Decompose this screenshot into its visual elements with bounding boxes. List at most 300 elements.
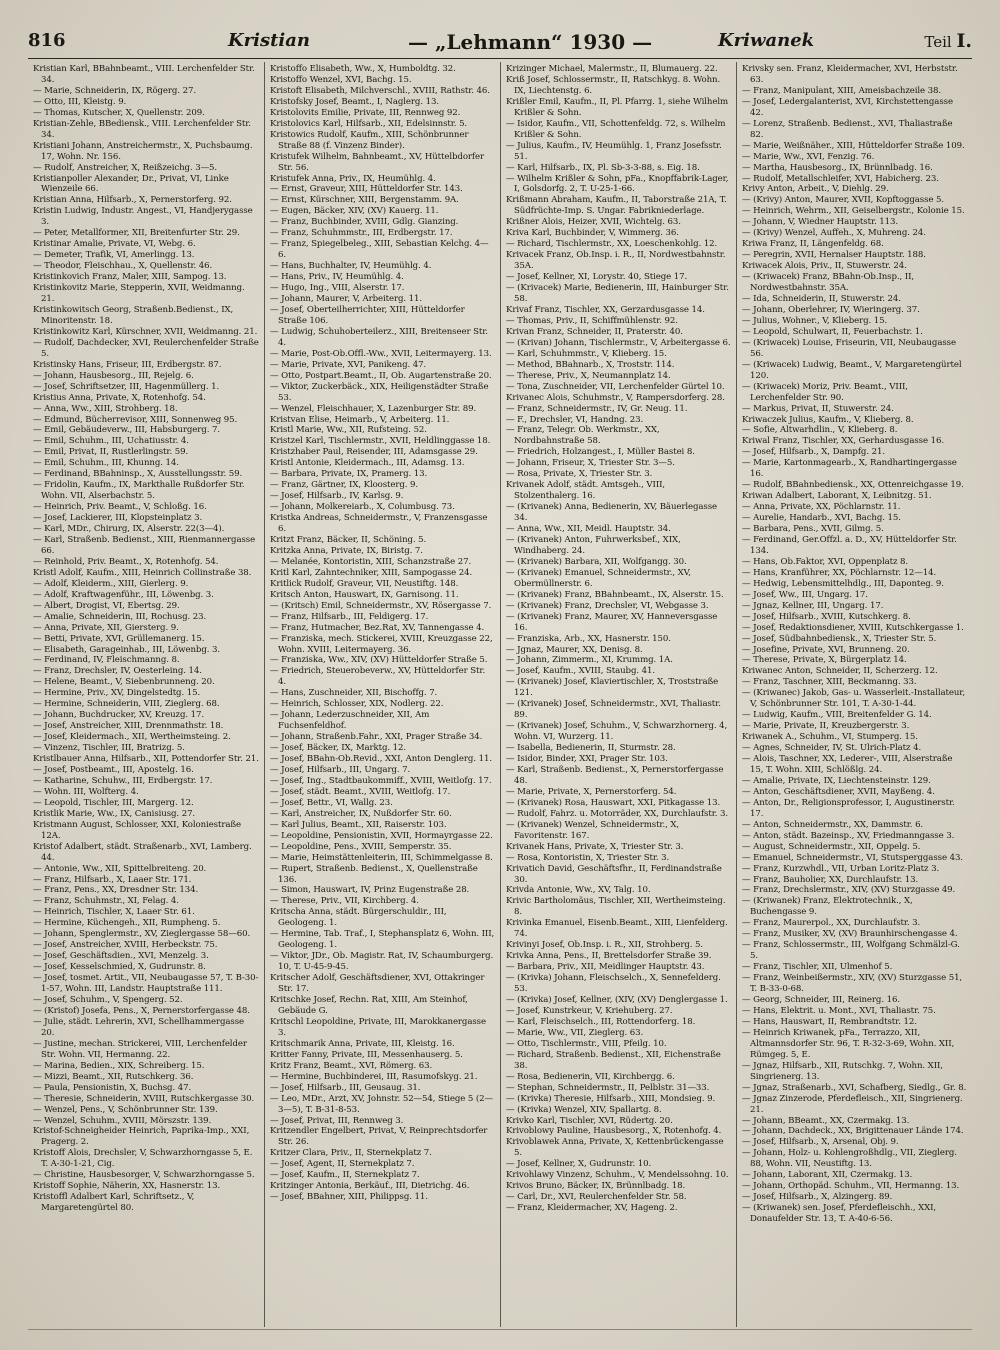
directory-entry: — (Kriwanek) sen. Josef, Pferdefleischh., XXI, Donaufelder Str. 13, T. A-40-6-56. (742, 1203, 937, 1225)
directory-entry: — Josef, Hilfsarb., IV, Karlsg. 9. (270, 491, 404, 502)
directory-entry: — Franz, Weinbeißermstr., XIV, (XV) Sturzgasse 51, T. B-33-0-68. (742, 973, 963, 995)
directory-entry: — Johann, Buchdrucker, XV, Kreuzg. 17. (33, 710, 205, 721)
directory-entry: — Karl, MDr., Chirurg, IX, Alserstr. 22(3—4). (33, 524, 225, 535)
directory-entry: Kritschl Leopoldine, Private, III, Marokkanergasse 3. (270, 1016, 486, 1038)
directory-entry: Kristlbauer Anna, Hilfsarb., XII, Pottendorfer Str. 21. (33, 754, 259, 765)
directory-entry: — Hans, Elektrit. u. Mont., XVI, Thaliastr. 75. (742, 1005, 936, 1016)
directory-entry: — Marie, Weißnäher., XIII, Hütteldorfer Straße 109. (742, 140, 965, 151)
directory-entry: — Karl, Straßenb. Bedienst., X, Pernerstorfergasse 48. (506, 765, 724, 786)
directory-entry: — Hans, Hauswart, II, Rembrandtstr. 12. (742, 1016, 917, 1027)
directory-entry: Kritter Fanny, Private, III, Messenhauserg. 5. (270, 1049, 463, 1060)
directory-entry: — Johann, Laborant, XII, Czermakg. 13. (742, 1170, 913, 1181)
directory-entry: Kristlik Marie, Ww., IX, Canisiusg. 27. (33, 808, 196, 819)
directory-entry: — Marie, Heimstättenleiterin, III, Schimmelgasse 8. (270, 852, 493, 863)
directory-entry: — Josef, Geschäftsdien., XVI, Menzelg. 3. (33, 951, 209, 962)
directory-entry: — Georg, Schneider, III, Reinerg. 16. (742, 995, 900, 1006)
directory-entry: — Albert, Drogist, VI, Ebertsg. 29. (33, 600, 180, 611)
directory-entry: — Franz, Bauholier, XX, Durchlaufstr. 13. (742, 874, 919, 885)
directory-entry: Krivinka Emanuel, Eisenb.Beamt., XIII, Lienfelderg. 74. (506, 918, 728, 940)
directory-entry: — Ludwig, Schuhoberteilerz., XIII, Breitenseer Str. 4. (270, 326, 488, 348)
directory-entry: — (Krivka) Theresie, Hilfsarb., XIII, Mondsieg. 9. (506, 1093, 716, 1104)
directory-entry: — Emil, Schuhm., III, Khunng. 14. (33, 458, 179, 469)
directory-entry: — Josef, Hilfsarb., III, Geusaug. 31. (270, 1082, 421, 1093)
directory-entry: — (Krivanek) Barbara, XII, Wolfgangg. 30. (506, 556, 687, 567)
directory-entry: — Method, BBahnarb., X, Troststr. 114. (506, 359, 675, 370)
directory-entry: — Wenzel, Schuhm., XVIII, Mörszstr. 139. (33, 1115, 212, 1126)
directory-entry: — (Krivanek) Franz, Drechsler, VI, Webgasse 3. (506, 600, 709, 611)
directory-entry: — Adolf, Kraftwagenführ., III, Löwenbg. 3. (33, 589, 214, 600)
directory-entry: Kristianpoller Alexander, Dr., Privat, VI, Linke Wienzeile 66. (33, 173, 229, 195)
directory-entry: — Friedrich, Steuerobeverw., XV, Hütteldorfer Str. 4. (270, 666, 486, 688)
directory-entry: — Stephan, Schneidermstr., II, Pelblstr. 31—33. (506, 1082, 710, 1093)
directory-entry: Kristian-Zehle, BBediensk., VIII. Lerchenfelder Str. 34. (33, 118, 251, 140)
directory-entry: — Josef, Postbeamt., III, Apostelg. 16. (33, 765, 194, 775)
directory-entry: — (Krivanek) Anton, Fuhrwerksbef., XIX, Windhaberg. 24. (506, 534, 681, 556)
directory-entry: Krivanek Hans, Private, X, Triester Str. 3. (506, 841, 684, 852)
directory-entry: — Marie, Private, XVI, Panikeng. 47. (270, 359, 427, 370)
directory-entry: — (Krivanek) Wenzel, Schneidermstr., X, Favoritenstr. 167. (506, 819, 680, 841)
directory-entry: — Johann, Maurer, V, Arbeiterg. 11. (270, 294, 423, 305)
directory-entry: — Barbara, Priv., XII, Meidlinger Hauptstr. 43. (506, 962, 705, 973)
directory-entry: — Josef, Kaufm., XVIII, Staubg. 41. (506, 666, 655, 677)
directory-entry: — Josef, tosmet. Artit., VII, Neubaugasse 57, T. B-30-1-57, Wohn. III, Landstr. Hauptstraße 111. (33, 973, 259, 995)
directory-entry: Kristinkovich Franz, Maler, XIII, Sampog. 13. (33, 272, 227, 283)
directory-entry: — Ferdinand, IV, Fleischmanng. 8. (33, 655, 180, 666)
directory-entry: Kristian Anna, Hilfsarb., X, Pernerstorferg. 92. (33, 195, 232, 206)
directory-entry: Krivanek Adolf, städt. Amtsgeh., VIII, Stolzenthalerg. 16. (506, 480, 666, 502)
directory-entry: — Hermine, Priv., XV, Dingelstedtg. 15. (33, 688, 201, 699)
directory-entry: Kristowics Rudolf, Kaufm., XIII, Schönbrunner Straße 88 (f. Vinzenz Binder). (270, 129, 469, 151)
directory-entry: — Jgnaz, Kellner, III, Ungarg. 17. (742, 600, 884, 611)
directory-entry: — Franz, Hilfsarb., X, Laaer Str. 171. (33, 874, 192, 885)
directory-entry: Kristufek Anna, Priv., IX, Heumühlg. 4. (270, 173, 436, 184)
part-number: I. (956, 30, 972, 52)
directory-entry: — Rudolf, Metallschleifer, XVI, Habicherg. 23. (742, 173, 939, 184)
directory-entry: Kristoffo Elisabeth, Ww., X, Humboldtg. 32. (270, 64, 456, 74)
directory-entry: — (Krivy) Wenzel, Auffeh., X, Muhreng. 24. (742, 228, 926, 239)
directory-entry: — Josef, Kunstrkeur, V, Kriehuberg. 27. (506, 1005, 673, 1016)
directory-entry: — Peter, Metallformer, XII, Breitenfurter Str. 29. (33, 228, 240, 239)
directory-entry: — Franz, Kurzwhdl., VII, Urban Loritz-Platz 3. (742, 863, 940, 874)
directory-entry: — Anna, Ww., XII, Meidl. Hauptstr. 34. (506, 524, 671, 535)
directory-entry: — Jgnaz Zinzerode, Pferdefleisch., XII, Singrienerg. 21. (742, 1093, 963, 1115)
directory-entry: — Heinrich, Priv. Beamt., V, Schloßg. 16. (33, 502, 207, 513)
directory-entry: Kriß Josef, Schlossermstr., II, Ratschkyg. 8. Wohn. IX, Liechtenstg. 6. (506, 74, 721, 96)
directory-entry: — Josef, Hilfsarb., X, Dampfg. 21. (742, 447, 885, 458)
directory-entry: — Karl, Hilfsarb., IX, Pl. Sb-3-3-88, s. Eig. 18. (506, 162, 700, 173)
directory-entry: Krivaf Franz, Tischler, XX, Gerzardusgasse 14. (506, 304, 705, 315)
directory-entry: — Ernst, Kürschner, XIII, Bergenstamm. 9A. (270, 195, 459, 206)
directory-entry: — Anna, Private, XX, Pöchlarnstr. 11. (742, 502, 901, 513)
directory-entry: — Franz, Tischler, XII, Ulmenhof 5. (742, 962, 893, 973)
directory-entry: — Otto, Tischlermstr., VIII, Pfeilg. 10. (506, 1038, 667, 1049)
directory-entry: — (Krivy) Anton, Maurer, XVII, Kopftoggasse 5. (742, 195, 945, 206)
directory-entry: — Vinzenz, Tischler, III, Bratrizg. 5. (33, 743, 185, 754)
directory-entry: — Josef, BBahn-Ob.Revid., XXI, Anton Denglerg. 11. (270, 754, 492, 765)
directory-entry: — Johann, Orthopäd. Schuhm., VII, Hermanng. 13. (742, 1181, 960, 1192)
directory-entry: Kritzt Franz, Bäcker, II, Schöning. 5. (270, 534, 427, 545)
directory-entry: Kristian Karl, BBahnbeamt., VIII. Lerchenfelder Str. 34. (33, 64, 255, 85)
directory-entry: — Johann, V, Wiedner Hauptstr. 113. (742, 217, 899, 228)
directory-entry: — Franz, Drechslermstr., XIV, (XV) Sturzgasse 49. (742, 885, 956, 896)
directory-entry: — Franziska, Ww., XIV, (XV) Hütteldorfer Straße 5. (270, 655, 488, 666)
directory-entry: Kritzka Anna, Private, IX, Biristg. 7. (270, 545, 423, 556)
directory-entry: — Viktor, Zuckerbäck., XIX, Heiligenstädter Straße 53. (270, 381, 489, 403)
directory-entry: Kristinar Amalie, Private, VI, Webg. 6. (33, 239, 196, 250)
directory-entry: — Markus, Privat, II, Stuwerstr. 24. (742, 403, 894, 414)
directory-entry: — Ida, Schneiderin, II, Stuwerstr. 24. (742, 294, 901, 305)
directory-entry: — Rosa, Bedienerin, VII, Kirchbergg. 6. (506, 1071, 675, 1082)
directory-entry: — Wenzel, Fleischhauer, X, Lazenburger Str. 89. (270, 403, 477, 414)
directory-entry: — Wohn. III, Wolfterg. 4. (33, 786, 139, 797)
directory-entry: — Hans, Priv., IV, Heumühlg. 4. (270, 272, 404, 283)
directory-entry: — Reinhold, Priv. Beamt., X, Rotenhofg. 54. (33, 556, 219, 567)
directory-entry: — Emil, Privat, II, Rustlerlingstr. 59. (33, 447, 189, 458)
directory-entry: — Franz, Maurerpol., XX, Durchlaufstr. 3. (742, 918, 921, 929)
directory-entry: — Rudolf, Anstreicher, X, Reißzeichg. 3—5. (33, 162, 218, 173)
directory-entry: — Anton, Dr., Religionsprofessor, I, Augustinerstr. 17. (742, 797, 955, 819)
directory-entry: Kristoff Sophie, Näherin, XX, Hasnerstr. 13. (33, 1181, 221, 1192)
part-indicator (924, 30, 972, 52)
directory-entry: — Ernst, Graveur, XIII, Hütteldorfer Str. 143. (270, 184, 463, 195)
directory-entry: — Johann, Straßenb.Fahr., XXI, Prager Straße 34. (270, 732, 483, 743)
directory-entry: — Amalie, Private, IX, Liechtensteinstr. 129. (742, 775, 931, 786)
directory-entry: — Johann, Hausbesorg., III, Rejelg. 6. (33, 370, 194, 381)
directory-entry: Kristzhaber Paul, Reisender, III, Adamsgasse 29. (270, 447, 478, 458)
page-title: — „Lehmann“ 1930 — (408, 30, 653, 54)
directory-entry: — Franz, Manipulant, XIII, Ameisbachzeile 38. (742, 85, 942, 96)
directory-entry: Kritscher Adolf, Geschäftsdiener, XVI, Ottakringer Str. 17. (270, 973, 485, 995)
directory-entry: — Richard, Tischlermstr., XX, Loeschenkohlg. 12. (506, 239, 718, 250)
page-header (28, 26, 972, 56)
directory-entry: — Josef, Bäcker, IX, Marktg. 12. (270, 743, 407, 754)
directory-entry: — Rosa, Kontoristin, X, Triester Str. 3. (506, 852, 670, 863)
directory-entry: — Amalie, Schneiderin, III, Rochusg. 23. (33, 611, 207, 622)
directory-entry: — Viktor, JDr., Ob. Magistr. Rat, IV, Schaumburgerg. 10, T. U-45-9-45. (270, 951, 494, 973)
directory-entry: — Lorenz, Straßenb. Bedienst., XVI, Thaliastraße 82. (742, 118, 953, 140)
directory-entry: — Jgnaz, Hilfsarb., XII, Rutschkg. 7, Wohn. XII, Singrienerg. 13. (742, 1060, 943, 1082)
directory-entry: — Eugen, Bäcker, XIV, (XV) Kauerg. 11. (270, 206, 439, 217)
directory-entry: — (Krivanek) Josef, Schneidermstr., XVI, Thaliastr. 89. (506, 699, 721, 721)
directory-entry: — (Krivanek) Franz, Maurer, XV, Hanneversgasse 16. (506, 611, 718, 633)
directory-entry: — Josef, Ww., III, Ungarg. 17. (742, 589, 868, 600)
directory-entry: Krivos Bruno, Bäcker, IX, Brünnlbadg. 18. (506, 1181, 686, 1192)
directory-entry: — Isidor, Kaufm., VII, Schottenfeldg. 72, s. Wilhelm Krißler & Sohn. (506, 118, 726, 140)
directory-entry: — Barbara, Private, IX, Pramerg. 13. (270, 469, 428, 480)
directory-entry: — Johann, Molkereiarb., X, Columbusg. 73. (270, 502, 455, 513)
directory-entry: — Josef, Schriftsetzer, III, Hagenmüllerg. 1. (33, 381, 220, 392)
directory-entry: — Leopold, Tischler, III, Margerg. 12. (33, 797, 194, 808)
directory-entry: — Friedrich, Holzangest., I, Müller Bastei 8. (506, 447, 695, 458)
directory-entry: — Hans, Zuschneider, XII, Bischoffg. 7. (270, 688, 438, 699)
directory-entry: Kristoff Alois, Drechsler, V, Schwarzhorngasse 5, E. T. A-30-1-21, Cig. (33, 1148, 253, 1170)
directory-entry: — Elisabeth, Garageinhab., III, Löwenbg. 3. (33, 644, 220, 655)
directory-entry: Kritl Karl, Zahntechniker, XIII, Sampogasse 24. (270, 567, 473, 578)
directory-entry: — Ferdinand, Ger.Offzl. a. D., XV, Hütteldorfer Str. 134. (742, 534, 957, 556)
directory-entry: — Josef, Ing., Stadtbaukommiff., XVIII, Weitlofg. 17. (270, 775, 492, 786)
directory-entry: — Josef, Redaktionsdiener, XVIII, Kutschkergasse 1. (742, 622, 964, 633)
directory-entry: — Marie, Private, II, Kreuzbergerstr. 3. (742, 721, 910, 732)
directory-entry: — Agnes, Schneider, IV, St. Ulrich-Platz 4. (742, 743, 922, 754)
directory-entry: — (Krivacek) Marie, Bedienerin, III, Hainburger Str. 58. (506, 283, 729, 305)
directory-entry: — Franziska, mech. Stickerei, XVIII, Kreuzgasse 22, Wohn. XVIII, Leitermayerg. 36. (270, 633, 493, 655)
directory-entry: Kristl Marie, Ww., XII, Rufsteing. 52. (270, 425, 427, 436)
directory-entry: — Julie, städt. Lehrerin, XVI, Schellhammergasse 20. (33, 1016, 245, 1038)
directory-entry: — Josef, Hilfsarb., X, Arsenal, Obj. 9. (742, 1137, 899, 1148)
directory-entry: — Josef, städt. Beamt., XVIII, Weitlofg. 17. (270, 786, 451, 797)
directory-entry: — Helene, Beamt., V, Siebenbrunneng. 20. (33, 677, 215, 688)
directory-entry: — Fridolin, Kaufm., IX, Markthalle Rußdorfer Str. Wohn. VII, Alserbachstr. 5. (33, 480, 245, 502)
directory-entry: — Anna, Private, XII, Giersterg. 9. (33, 622, 179, 633)
directory-entry: — (Krivanek) Josef, Schuhm., V, Schwarzhornerg. 4, Wohn. VI, Wurzerg. 11. (506, 721, 728, 743)
directory-entry: — Wenzel, Pens., V, Schönbrunner Str. 139. (33, 1104, 218, 1115)
directory-entry: — (Kriwacek) Louise, Friseurin, VII, Neubaugasse 56. (742, 337, 956, 359)
directory-entry: — Josef, Ledergalanterist, XVI, Kirchstettengasse 42. (742, 96, 953, 118)
directory-entry: Kriwan Adalbert, Laborant, X, Leibnitzg. 51. (742, 491, 932, 502)
directory-entry: Kristin Ludwig, Industr. Angest., VI, Handjerygasse 3. (33, 206, 253, 228)
first-entry-word: Kristian (228, 30, 311, 51)
column-3 (500, 62, 736, 1327)
directory-entry: — Josef, Südbahnbediensk., X, Triester Str. 5. (742, 633, 937, 644)
directory-entry: — Ludwig, Kaufm., VIII, Breitenfelder G. 14. (742, 710, 932, 721)
directory-entry: — (Krivan) Johann, Tischlermstr., V, Arbeitergasse 6. (506, 337, 731, 348)
directory-entry: — Hermine, Schneiderin, VIII, Zieglerg. 68. (33, 699, 220, 710)
directory-entry: — Sofie, Altwarhdlin., V, Klieberg. 8. (742, 425, 898, 436)
directory-entry: Kristl Antonie, Kleidermach., III, Adamsg. 13. (270, 458, 465, 469)
directory-entry: Kritschmarik Anna, Private, III, Kleistg. 16. (270, 1038, 455, 1049)
directory-entry: Krißner Alois, Heizer, XVII, Wichtelg. 63. (506, 217, 681, 228)
directory-entry: Kritlick Rudolf, Graveur, VII, Neustiftg. 148. (270, 578, 459, 589)
directory-entry: — Katharine, Schuhw., III, Erdbergstr. 17. (33, 775, 213, 786)
directory-entry: — Josefine, Private, XVI, Brunneng. 20. (742, 644, 910, 655)
directory-entry: — Franz, Telegr. Ob. Werkmstr., XX, Nordbahnstraße 58. (506, 425, 660, 447)
directory-entry: — Carl, Dr., XVI, Reulerchenfelder Str. 58. (506, 1192, 687, 1203)
directory-entry: — Rupert, Straßenb. Bedienst., X, Quellenstraße 136. (270, 863, 478, 885)
directory-entry: — Theresie, Schneiderin, XVIII, Rutschkergasse 30. (33, 1093, 255, 1104)
directory-entry: — August, Schneidermstr., XII, Oppelg. 5. (742, 841, 921, 852)
directory-entry: — Marie, Ww., VII, Zieglerg. 63. (506, 1027, 644, 1038)
directory-entry: — Hermine, Küchengeh., XII, Rumpheng. 5. (33, 918, 221, 929)
directory-entry: Krißler Emil, Kaufm., II, Pl. Pfarrg. 1, siehe Wilhelm Krißler & Sohn. (506, 96, 729, 118)
directory-entry: Kritz Franz, Beamt., XVI, Römerg. 63. (270, 1060, 433, 1071)
directory-entry: Kristinkovitz Marie, Stepperin, XVII, Weidmanng. 21. (33, 283, 245, 305)
directory-entry: — Otto, III, Kleistg. 9. (33, 96, 127, 107)
directory-entry: Kristof-Schneigheider Heinrich, Paprika-Imp., XXI, Pragerg. 2. (33, 1126, 250, 1148)
directory-entry: — F., Drechsler, VI, Handng. 23. (506, 414, 644, 425)
directory-entry: — (Kritsch) Emil, Schneidermstr., XV, Rösergasse 7. (270, 600, 492, 611)
directory-entry: — Anton, städt. Bazeinsp., XV, Friedmanngasse 3. (742, 830, 955, 841)
directory-entry: — Rudolf, Fahrz. u. Motorräder, XX, Durchlaufstr. 3. (506, 808, 729, 819)
directory-entry: — Franz, Drechsler, IV, Oesterleing. 14. (33, 666, 202, 677)
directory-entry: Kritsch Anton, Hauswart, IX, Garnisong. 11. (270, 589, 459, 600)
directory-entry: Kristius Anna, Private, X, Rotenhofg. 54. (33, 392, 206, 403)
directory-entry: Kriva Karl, Buchbinder, V, Wimmerg. 36. (506, 228, 679, 239)
directory-entry: — Isabella, Bedienerin, II, Sturmstr. 28. (506, 743, 676, 754)
directory-entry: — Josef, Kesselschmied, X, Gudrunstr. 8. (33, 962, 206, 973)
directory-entry: — (Krivanek) Franz, BBahnbeamt., IX, Alserstr. 15. (506, 589, 724, 600)
directory-entry: — (Krivka) Josef, Kellner, (XIV, (XV) Denglergasse 1. (506, 995, 728, 1006)
directory-entry: Krivan Franz, Schneider, II, Praterstr. 40. (506, 326, 683, 337)
directory-entry: — Johann, Zimmerm., XI, Krummg. 1A. (506, 655, 673, 666)
directory-entry: — Franz, Spiegelbeleg., XIII, Sebastian Kelchg. 4—6. (270, 239, 489, 261)
directory-entry: — Justine, mechan. Strickerei, VIII, Lerchenfelder Str. Wohn. VII, Hermanng. 22. (33, 1038, 247, 1060)
directory-entry: — Antonie, Ww., XII, Spittelbreiteng. 20. (33, 863, 207, 874)
directory-entry: — Franz, Schlossermstr., III, Wolfgang Schmälzl-G. 5. (742, 940, 960, 962)
directory-entry: Kritschke Josef, Rechn. Rat, XIII, Am Steinhof, Gebäude G. (270, 995, 468, 1016)
directory-entry: — Josef, Anstreicher, XIII, Drennmathstr. 18. (33, 721, 224, 732)
directory-entry: Kristinkowitz Karl, Kürschner, XVII, Weidmanng. 21. (33, 326, 258, 337)
directory-entry: — Josef, Schuhm., V, Spengerg. 52. (33, 995, 183, 1006)
directory-entry: — Josef, Privat, III, Rennweg 3. (270, 1115, 404, 1126)
directory-entry: Kristolovits Emilie, Private, III, Rennweg 92. (270, 107, 461, 118)
directory-entry: Krivacek Franz, Ob.Insp. i. R., II, Nordwestbahnstr. 35A. (506, 250, 726, 272)
directory-entry: — Franz, Gärtner, IX, Kloosterg. 9. (270, 480, 419, 491)
directory-entry: — Johann, Dachdeck., XX, Brigittenauer Lände 174. (742, 1126, 964, 1137)
column-1 (28, 62, 264, 1327)
footer-rule (28, 1329, 972, 1330)
directory-entry: — Anton, Geschäftsdiener, XVII, Mayßeng. 4. (742, 786, 935, 797)
directory-entry: — Josef, BBahner, XIII, Philippsg. 11. (270, 1192, 428, 1203)
directory-entry: — Josef, Hilfsarb., X, Alzingerg. 89. (742, 1192, 893, 1203)
directory-entry: Kristl Adolf, Kaufm., XIII, Heinrich Collinstraße 38. (33, 567, 252, 578)
directory-entry: — Leopoldine, Pens., XVIII, Semperstr. 35. (270, 841, 452, 852)
directory-entry: — Marie, Ww., XVI, Fenzig. 76. (742, 151, 875, 162)
directory-entry: — Hans, Kranführer, XX, Pöchlarnstr. 12—14. (742, 567, 937, 578)
directory-entry: — Josef, Hilfsarb., XVIII, Kutschkerg. 8. (742, 611, 911, 622)
directory-entry: — Josef, Hilfsarb., III, Ungarg. 7. (270, 765, 411, 775)
directory-entry: Krivda Antonie, Ww., XV, Talg. 10. (506, 885, 651, 896)
directory-entry: — Marie, Private, X, Pernerstorferg. 54. (506, 786, 677, 797)
directory-entry: Kriwal Franz, Tischler, XX, Gerhardusgasse 16. (742, 436, 944, 447)
directory-entry: — Jgnaz, Maurer, XX, Denisg. 8. (506, 644, 643, 655)
directory-entry: — Rudolf, BBahnbediensk., XX, Ottenreichgasse 19. (742, 480, 964, 491)
directory-entry: — Peregrin, XVII, Hernalser Hauptstr. 188. (742, 250, 926, 261)
directory-entry: — Franz, Taschner, XIII, Beckmanng. 33. (742, 677, 917, 688)
directory-entry: — Karl, Schuhmmstr., V, Klieberg. 15. (506, 348, 667, 359)
directory-entry: Kristof Adalbert, städt. Straßenarb., XVI, Lamberg. 44. (33, 841, 252, 863)
column-2 (264, 62, 500, 1327)
directory-entry: — Wilhelm Krißler & Sohn, pFa., Knopffabrik-Lager, I, Golsdorfg. 2, T. U-25-1-66. (506, 173, 729, 195)
directory-columns (28, 62, 972, 1327)
directory-entry: — Betti, Private, XVI, Grüllemanerg. 15. (33, 633, 205, 644)
directory-entry: Kristofsky Josef, Beamt., I, Naglerg. 13. (270, 96, 439, 107)
directory-entry: — Barbara, Pens., XVII, Gilmg. 5. (742, 524, 884, 535)
directory-entry: — Emil, Schuhm., III, Uchatiusstr. 4. (33, 436, 189, 447)
last-entry-word: Kriwanek (718, 30, 815, 51)
directory-entry: Krivoblawek Anna, Private, X, Kettenbrückengasse 5. (506, 1137, 724, 1159)
directory-entry: — (Krivanek) Josef, Klaviertischler, X, Troststraße 121. (506, 677, 719, 699)
directory-entry: Kriwanec Anton, Schneider, II, Scherzerg. 12. (742, 666, 938, 677)
directory-entry: — Karl, Anstreicher, IX, Nußdorfer Str. 60. (270, 808, 452, 819)
directory-entry: — Hermine, Tab. Traf., I, Stephansplatz 6, Wohn. III, Geologeng. 1. (270, 929, 495, 951)
directory-entry: — Marina, Bedien., XIX, Schreiberg. 15. (33, 1060, 205, 1071)
directory-entry: — Franz, Schuhmmstr., III, Erdbergstr. 17. (270, 228, 453, 239)
directory-entry: — Martha, Hausbesorg., IX, Brünnlbadg. 16. (742, 162, 933, 173)
part-label: Teil (924, 33, 952, 51)
directory-entry: — Karl Julius, Beamt., XII, Raiserstr. 103. (270, 819, 447, 830)
directory-entry: — Mizzi, Beamt., XII, Rutschkerg. 36. (33, 1071, 194, 1082)
directory-entry: — Theodor, Fleischhau., X, Quellenstr. 46. (33, 261, 213, 272)
directory-entry: Krivinyi Josef, Ob.Insp. i. R., XII, Strohberg. 5. (506, 940, 704, 951)
directory-entry: — Heinrich Kriwanek, pFa., Terrazzo, XII, Altmannsdorfer Str. 96, T. R-32-3-69, Wohn. XII, Rümgeg. 5, E. (742, 1027, 955, 1060)
directory-entry: — Thomas, Priv., II, Schiffmühlenstr. 92. (506, 315, 678, 326)
directory-entry: — Thomas, Kutscher, X, Quellenstr. 209. (33, 107, 205, 118)
directory-entry: — Franz, Hilfsarb., III, Feldigerg. 17. (270, 611, 429, 622)
directory-entry: — Franz, Musiker, XV, (XV) Braunhirschengasse 4. (742, 929, 958, 940)
directory-entry: — Josef, Kellner, X, Gudrunstr. 10. (506, 1159, 652, 1170)
directory-entry: — Aurelie, Handarb., XVI, Bachg. 15. (742, 513, 901, 524)
directory-entry: Krivy Anton, Arbeit., V, Diehlg. 29. (742, 184, 889, 195)
directory-entry: — Heinrich, Schlosser, XIX, Nodlerg. 22. (270, 699, 444, 710)
directory-entry: — Karl, Straßenb. Bedienst., XIII, Rienmannergasse 66. (33, 534, 256, 556)
directory-entry: Kriwacek Alois, Priv., II, Stuwerstr. 24. (742, 261, 907, 272)
directory-entry: — (Kriwanec) Jakob, Gas- u. Wasserleit.-Installateur, V, Schönbrunner Str. 101, T. A-30-1-44. (742, 688, 966, 710)
directory-entry: — (Krivka) Wenzel, XIV, Spallartg. 8. (506, 1104, 662, 1115)
directory-entry: — Hedwig, Lebensmittelhdlg., III, Daponteg. 9. (742, 578, 944, 589)
directory-entry: Kristoffo Wenzel, XVI, Bachg. 15. (270, 74, 412, 85)
directory-entry: Kristka Andreas, Schneidermstr., V, Franzensgasse 6. (270, 513, 488, 535)
directory-entry: — Melanée, Kontoristin, XIII, Schanzstraße 27. (270, 556, 472, 567)
directory-entry: — (Kriwacek) Moriz, Priv. Beamt., VIII, Lerchenfelder Str. 90. (742, 381, 908, 403)
directory-entry: — Otto, Postpart.Beamt., II, Ob. Augartenstraße 20. (270, 370, 492, 381)
directory-entry: Kristoffl Adalbert Karl, Schriftsetz., V, Margaretengürtel 80. (33, 1192, 195, 1214)
directory-entry: — Christine, Hausbesorger, V, Schwarzhorngasse 5. (33, 1170, 255, 1181)
directory-entry: — Johann, BBeamt., XX, Czermakg. 13. (742, 1115, 910, 1126)
directory-entry: — Emil, Gebäudeverw., III, Habsburgerg. 7. (33, 425, 220, 436)
directory-entry: Kritscha Anna, städt. Bürgerschuldir., III, Geologeng. 1. (270, 907, 447, 929)
directory-entry: — (Kriwanek) Franz, Elektrotechnik., X, Buchengasse 9. (742, 896, 913, 918)
directory-entry: Kristmann August, Schlosser, XXI, Koloniestraße 12A. (33, 819, 241, 841)
directory-entry: — Franz, Kleidermacher, XV, Hageng. 2. (506, 1203, 678, 1214)
directory-entry: — Julius, Kaufm., IV, Heumühlg. 1, Franz Josefsstr. 51. (506, 140, 722, 162)
header-rule (28, 58, 972, 59)
directory-entry: — Leopoldine, Pensionistin, XVII, Hormayrgasse 22. (270, 830, 493, 841)
directory-entry: — Therese, Priv., X, Neumannplatz 14. (506, 370, 671, 381)
directory-entry: — (Krivka) Johann, Fleischselch., X, Sennefelderg. 53. (506, 973, 721, 995)
directory-entry: Kritzinger Antonia, Berkäuf., III, Dietrichg. 46. (270, 1181, 470, 1192)
directory-entry: — Hermine, Buchbinderei, III, Rasumofskyg. 21. (270, 1071, 478, 1082)
directory-entry: Krizinger Michael, Malermstr., II, Blumauerg. 22. (506, 64, 718, 74)
directory-entry: — (Krivanek) Anna, Bedienerin, XV, Bäuerlegasse 34. (506, 502, 718, 524)
directory-entry: — Josef, Bettr., VI, Wallg. 23. (270, 797, 393, 808)
directory-entry: — Franz, Pens., XX, Dresdner Str. 134. (33, 885, 199, 896)
directory-entry: — Rudolf, Dachdecker, XVI, Reulerchenfelder Straße 5. (33, 337, 259, 359)
directory-entry: — Leopold, Schulwart, II, Feuerbachstr. 1. (742, 326, 923, 337)
directory-entry: Kristoft Elisabeth, Milchverschl., XVIII, Rathstr. 46. (270, 85, 490, 96)
directory-entry: — Alois, Taschner, XX, Lederer-, VIII, Alserstraße 15, T. Wohn. XIII, Schlößlg. 24. (742, 754, 953, 775)
directory-entry: — Franz, Buchbinder, XVIII, Gdlg. Gianzing. (270, 217, 459, 228)
directory-entry: — Therese, Priv., VII, Kirchberg. 4. (270, 896, 419, 907)
directory-entry: — Hans, Buchhalter, IV, Heumühlg. 4. (270, 261, 432, 272)
column-4 (736, 62, 972, 1327)
directory-entry: Krißmann Abraham, Kaufm., II, Taborstraße 21A, T. Südfrüchte-Imp. S. Ungar. Fabrikniederlage. (506, 195, 727, 217)
directory-entry: Krivanec Alois, Schuhmstr., V, Rampersdorferg. 28. (506, 392, 725, 403)
directory-entry: Kristiani Johann, Anstreichermstr., X, Puchsbaumg. 17, Wohn. Nr. 156. (33, 140, 253, 162)
directory-entry: — Johann, Lederzuschneider, XII, Am Fuchsenfeldhof. (270, 710, 430, 732)
directory-entry: — Anna, Ww., XIII, Strohberg. 18. (33, 403, 178, 414)
directory-entry: — Isidor, Binder, XXI, Prager Str. 103. (506, 754, 668, 765)
directory-entry: — Demeter, Trafik, VI, Amerlingg. 13. (33, 250, 195, 261)
directory-entry: — Emanuel, Schneidermstr., VI, Stutsperggasse 43. (742, 852, 963, 863)
directory-entry: — Heinrich, Tischler, X, Laaer Str. 61. (33, 907, 195, 918)
directory-entry: — Julius, Wohner., V, Klieberg. 15. (742, 315, 888, 326)
directory-entry: Kristufek Wilhelm, Bahnbeamt., XV, Hüttelbdorfer Str. 56. (270, 151, 484, 173)
directory-entry: — Richard, Straßenb. Bedienst., XII, Eichenstraße 38. (506, 1049, 721, 1071)
page-number: 816 (28, 30, 66, 51)
directory-entry: — Karl, Fleischselch., III, Rottendorferg. 18. (506, 1016, 696, 1027)
directory-entry: — Therese, Private, X, Bürgerplatz 14. (742, 655, 907, 666)
directory-entry: Krivsky sen. Franz, Kleidermacher, XVI, Herbststr. 63. (742, 64, 958, 85)
